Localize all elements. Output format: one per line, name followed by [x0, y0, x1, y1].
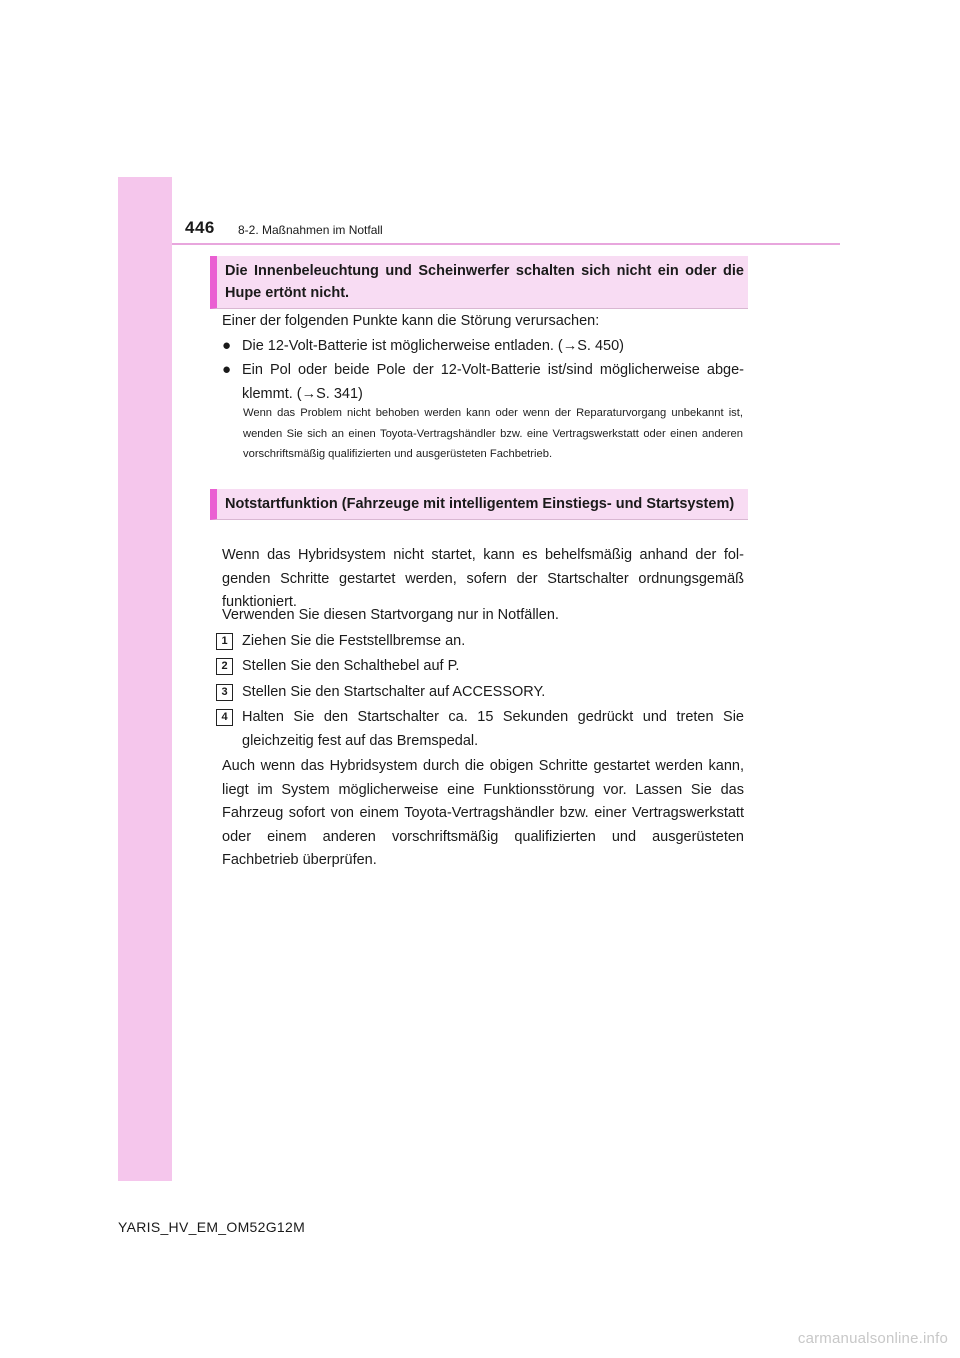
section2-closing: Auch wenn das Hybridsystem durch die obigen Schritte gestartet werden kann, liegt im System möglicherweise eine Funktionsstörung vor. Lassen Sie das Fahrzeug sofort von einem Toyota-Vertragshändler bzw. einer Vertragswerkstatt oder einem anderen vorschriftsmäßig qualifizierten und ausgerüsteten Fachbetrieb überprüfen.	[222, 758, 744, 868]
step-text: Halten Sie den Startschalter ca. 15 Sekunden gedrückt und treten Sie gleichzeitig fest auf das Bremspedal.	[242, 709, 744, 749]
step-number-box: 4	[216, 709, 233, 726]
bullet-dot-icon: ●	[222, 337, 232, 354]
section1-heading: Die Innenbeleuchtung und Scheinwerfer schalten sich nicht ein oder die Hupe ertönt nicht.	[210, 256, 748, 309]
bullet-text: Die 12-Volt-Batterie ist möglicherweise entladen. (→S. 450)	[242, 338, 625, 354]
step-1	[216, 630, 744, 654]
page-number: 446	[185, 218, 215, 237]
header-divider	[172, 243, 840, 245]
step-number-box: 1	[216, 633, 233, 650]
section-title: 8-2. Maßnahmen im Notfall	[238, 223, 383, 237]
section1-bullet-1	[222, 334, 744, 358]
step-number-box: 2	[216, 658, 233, 675]
section2-heading: Notstartfunktion (Fahrzeuge mit intelligentem Einstiegs- und Startsystem)	[210, 489, 748, 520]
section2-intro: Wenn das Hybridsystem nicht startet, kann es behelfsmäßig anhand der folgenden Schritte gestartet werden, sofern der Startschalter ordnungsgemäß funktioniert.	[222, 547, 744, 610]
step-text: Stellen Sie den Startschalter auf ACCESSORY.	[242, 684, 546, 700]
step-4	[216, 706, 744, 753]
chapter-side-band	[118, 177, 172, 1181]
bullet-text: Ein Pol oder beide Pole der 12-Volt-Batterie ist/sind möglicherweise abgeklemmt. (→S. 341)	[242, 362, 744, 402]
section1-bullet-2	[222, 358, 744, 406]
section2-intro2: Verwenden Sie diesen Startvorgang nur in Notfällen.	[222, 607, 559, 623]
bullet-dot-icon: ●	[222, 361, 232, 378]
document-code: YARIS_HV_EM_OM52G12M	[118, 1219, 306, 1235]
step-number-box: 3	[216, 684, 233, 701]
watermark: carmanualsonline.info	[797, 1330, 948, 1347]
step-3	[216, 681, 744, 705]
section1-intro: Einer der folgenden Punkte kann die Störung verursachen:	[222, 313, 600, 329]
section1-note: Wenn das Problem nicht behoben werden kann oder wenn der Reparaturvorgang unbekannt ist, wenden Sie sich an einen Toyota-Vertragshändler bzw. eine Vertragswerkstatt oder einen anderen vorschriftsmäßig qualifizierten und ausgerüsteten Fachbetrieb.	[243, 407, 743, 460]
step-2	[216, 655, 744, 679]
step-text: Ziehen Sie die Feststellbremse an.	[242, 633, 466, 649]
step-text: Stellen Sie den Schalthebel auf P.	[242, 658, 460, 674]
